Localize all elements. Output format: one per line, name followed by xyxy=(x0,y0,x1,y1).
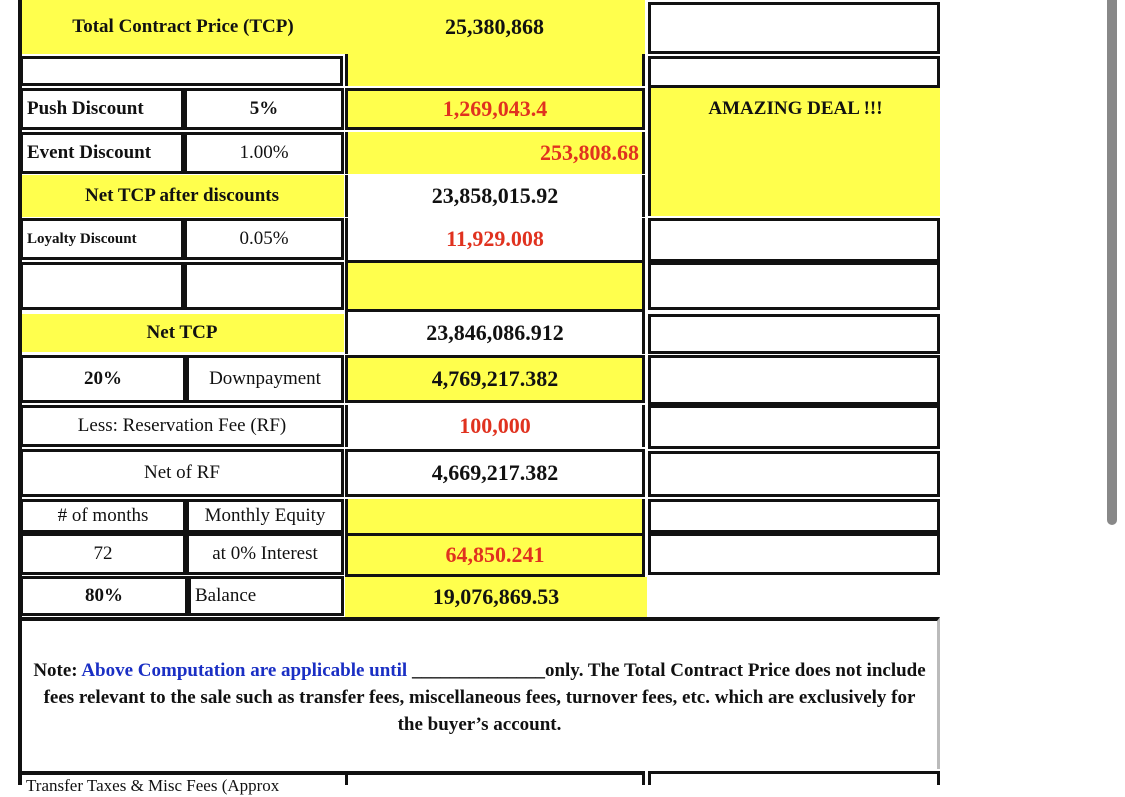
monthly-remark-cell xyxy=(648,533,940,575)
net-tcp-label: Net TCP xyxy=(20,314,344,352)
push-discount-label: Push Discount xyxy=(20,88,184,130)
push-discount-value: 1,269,043.4 xyxy=(345,88,645,130)
months-label: # of months xyxy=(20,499,186,533)
event-discount-value: 253,808.68 xyxy=(345,132,645,174)
amazing-deal-remark: AMAZING DEAL !!! xyxy=(648,88,940,216)
transfer-taxes-label: Transfer Taxes & Misc Fees (Approx xyxy=(20,771,345,785)
sheet-left-border xyxy=(18,0,22,785)
blank-remark-cell xyxy=(648,56,940,88)
blank-cell xyxy=(184,262,344,310)
months-value-cell xyxy=(345,499,645,533)
vertical-scrollbar[interactable] xyxy=(1107,0,1117,525)
monthly-equity-value: 64,850.241 xyxy=(345,533,645,577)
blank-remark-cell xyxy=(648,262,940,310)
event-discount-rate: 1.00% xyxy=(184,132,344,174)
push-discount-rate: 5% xyxy=(184,88,344,130)
note-box xyxy=(18,617,940,769)
net-of-rf-label: Net of RF xyxy=(20,449,344,497)
note-part2: only. The Total Contract Price does not include fees relevant to the sale such as transfer fees, miscellaneous fees, turnover fees, etc. which are exclusively for the buyer’s account. xyxy=(43,660,926,735)
tcp-remark-cell xyxy=(648,2,940,54)
balance-percent: 80% xyxy=(20,576,188,616)
net-after-discounts-value: 23,858,015.92 xyxy=(345,175,645,217)
downpayment-value: 4,769,217.382 xyxy=(345,355,645,403)
loyalty-discount-value: 11,929.008 xyxy=(345,218,645,260)
loyalty-discount-rate: 0.05% xyxy=(184,218,344,260)
tcp-label: Total Contract Price (TCP) xyxy=(22,0,344,54)
net-of-rf-value: 4,669,217.382 xyxy=(345,449,645,497)
tcp-value: 25,380,868 xyxy=(344,0,645,54)
note-prefix: Note: xyxy=(33,660,78,681)
transfer-taxes-remark-cell xyxy=(648,771,940,785)
reservation-remark-cell xyxy=(648,405,940,449)
downpayment-percent: 20% xyxy=(20,355,186,403)
net-after-discounts-label: Net TCP after discounts xyxy=(20,175,344,217)
transfer-taxes-value-cell xyxy=(345,771,645,785)
blank-cell xyxy=(20,262,184,310)
note-blank: ______________ xyxy=(411,660,545,681)
loyalty-remark-cell xyxy=(648,218,940,262)
reservation-fee-label: Less: Reservation Fee (RF) xyxy=(20,405,344,447)
note-text xyxy=(30,657,929,738)
monthly-equity-label: Monthly Equity xyxy=(186,499,344,533)
loyalty-discount-label: Loyalty Discount xyxy=(20,218,184,260)
months-count: 72 xyxy=(20,533,186,575)
interest-label: at 0% Interest xyxy=(186,533,344,575)
reservation-fee-value: 100,000 xyxy=(345,405,645,447)
balance-label: Balance xyxy=(188,576,344,616)
event-discount-label: Event Discount xyxy=(20,132,184,174)
net-tcp-value: 23,846,086.912 xyxy=(345,312,645,354)
downpayment-label: Downpayment xyxy=(186,355,344,403)
balance-value: 19,076,869.53 xyxy=(345,577,647,617)
downpayment-remark-cell xyxy=(648,355,940,405)
months-remark-cell xyxy=(648,499,940,533)
blank-cell xyxy=(20,56,343,86)
blank-value-cell xyxy=(345,54,645,86)
blank-value-cell xyxy=(345,260,645,312)
note-part1: Above Computation are applicable until xyxy=(77,660,412,681)
net-of-rf-remark-cell xyxy=(648,451,940,497)
net-tcp-remark-cell xyxy=(648,314,940,354)
